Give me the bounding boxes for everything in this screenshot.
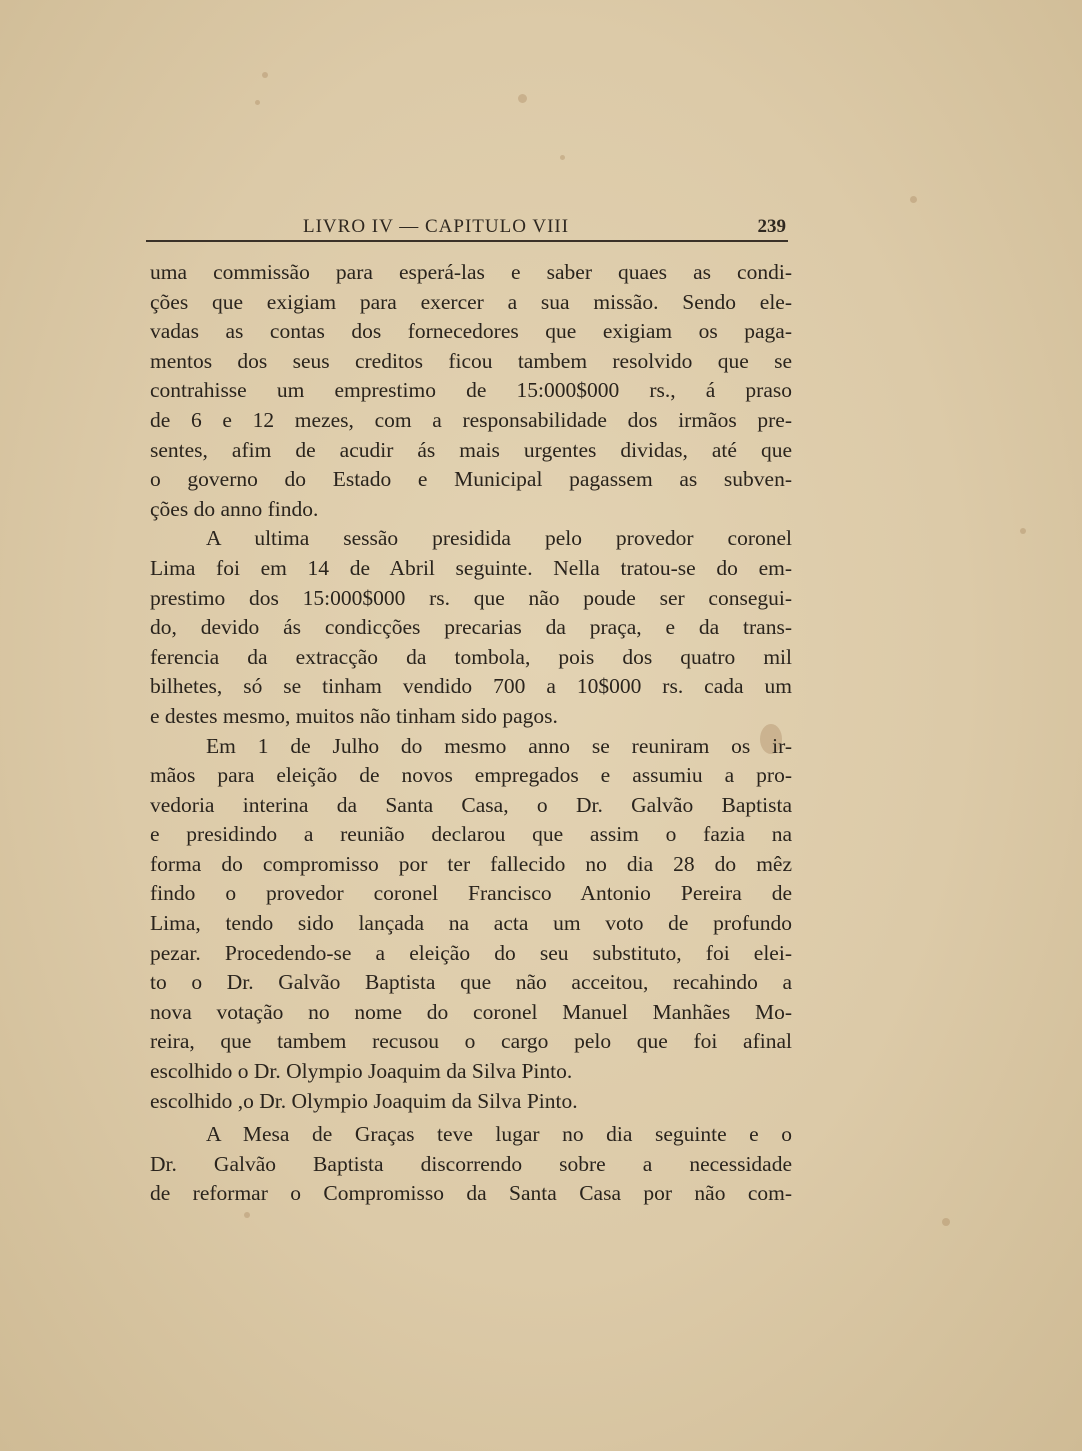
text-line: prestimo dos 15:000$000 rs. que não poude ser consegui- — [150, 585, 792, 610]
text-line: de 6 e 12 mezes, com a responsabilidade dos irmãos pre- — [150, 407, 792, 432]
stain-spot — [262, 72, 268, 78]
text-line: ferencia da extracção da tombola, pois dos quatro mil — [150, 644, 792, 669]
page-number: 239 — [757, 216, 786, 237]
text-line: Dr. Galvão Baptista discorrendo sobre a necessidade — [150, 1151, 792, 1176]
text-line: escolhido o Dr. Olympio Joaquim da Silva Pinto. — [150, 1059, 573, 1084]
text-line: e presidindo a reunião declarou que assim o fazia na — [150, 822, 792, 847]
stain-spot — [1020, 528, 1026, 534]
stain-spot — [560, 155, 565, 160]
text-line: uma commissão para esperá-las e saber quaes as condi- — [150, 260, 792, 284]
text-line: A Mesa de Graças teve lugar no dia seguinte e o — [206, 1122, 792, 1147]
running-title: LIVRO IV — CAPITULO VIII — [303, 216, 570, 237]
text-line: findo o provedor coronel Francisco Antonio Pereira de — [150, 881, 792, 906]
text-line: nova votação no nome do coronel Manuel Manhães Mo- — [150, 999, 792, 1024]
text-line: o governo do Estado e Municipal pagassem as subven- — [150, 467, 792, 492]
text-line: bilhetes, só se tinham vendido 700 a 10$000 rs. cada um — [150, 674, 792, 699]
text-line: mãos para eleição de novos empregados e assumiu a pro- — [150, 763, 792, 788]
text-line: ções que exigiam para exercer a sua missão. Sendo ele- — [150, 289, 792, 314]
text-line: e destes mesmo, muitos não tinham sido pagos. — [150, 703, 558, 728]
text-line: sentes, afim de acudir ás mais urgentes dividas, até que — [150, 437, 792, 462]
text-line: vadas as contas dos fornecedores que exigiam os paga- — [150, 319, 792, 344]
text-line: ções do anno findo. — [150, 496, 319, 521]
text-line: Lima foi em 14 de Abril seguinte. Nella tratou-se do em- — [150, 555, 792, 580]
text-line: forma do compromisso por ter fallecido no dia 28 do mêz — [150, 851, 792, 876]
text-line: Lima, tendo sido lançada na acta um voto de profundo — [150, 911, 792, 936]
text-line: pezar. Procedendo-se a eleição do seu substituto, foi elei- — [150, 940, 792, 965]
text-line: mentos dos seus creditos ficou tambem resolvido que se — [150, 348, 792, 373]
text-line: A ultima sessão presidida pelo provedor coronel — [206, 526, 792, 551]
text-line: vedoria interina da Santa Casa, o Dr. Galvão Baptista — [150, 792, 792, 817]
text-line: de reformar o Compromisso da Santa Casa por não com- — [150, 1181, 792, 1206]
stain-spot — [244, 1212, 250, 1218]
stain-spot — [910, 196, 917, 203]
text-line: contrahisse um emprestimo de 15:000$000 rs., á praso — [150, 378, 792, 403]
text-line: to o Dr. Galvão Baptista que não acceitou, recahindo a — [150, 970, 792, 995]
running-header — [146, 214, 788, 242]
text-line: reira, que tambem recusou o cargo pelo que foi afinal — [150, 1029, 792, 1054]
text-line: do, devido ás condicções precarias da praça, e da trans- — [150, 615, 792, 640]
text-line: escolhido ,o Dr. Olympio Joaquim da Silva Pinto. — [150, 1088, 578, 1113]
stain-spot — [518, 94, 527, 103]
stain-spot — [255, 100, 260, 105]
text-line: Em 1 de Julho do mesmo anno se reuniram os ir- — [206, 733, 792, 758]
body-text — [150, 258, 792, 1209]
stain-spot — [942, 1218, 950, 1226]
